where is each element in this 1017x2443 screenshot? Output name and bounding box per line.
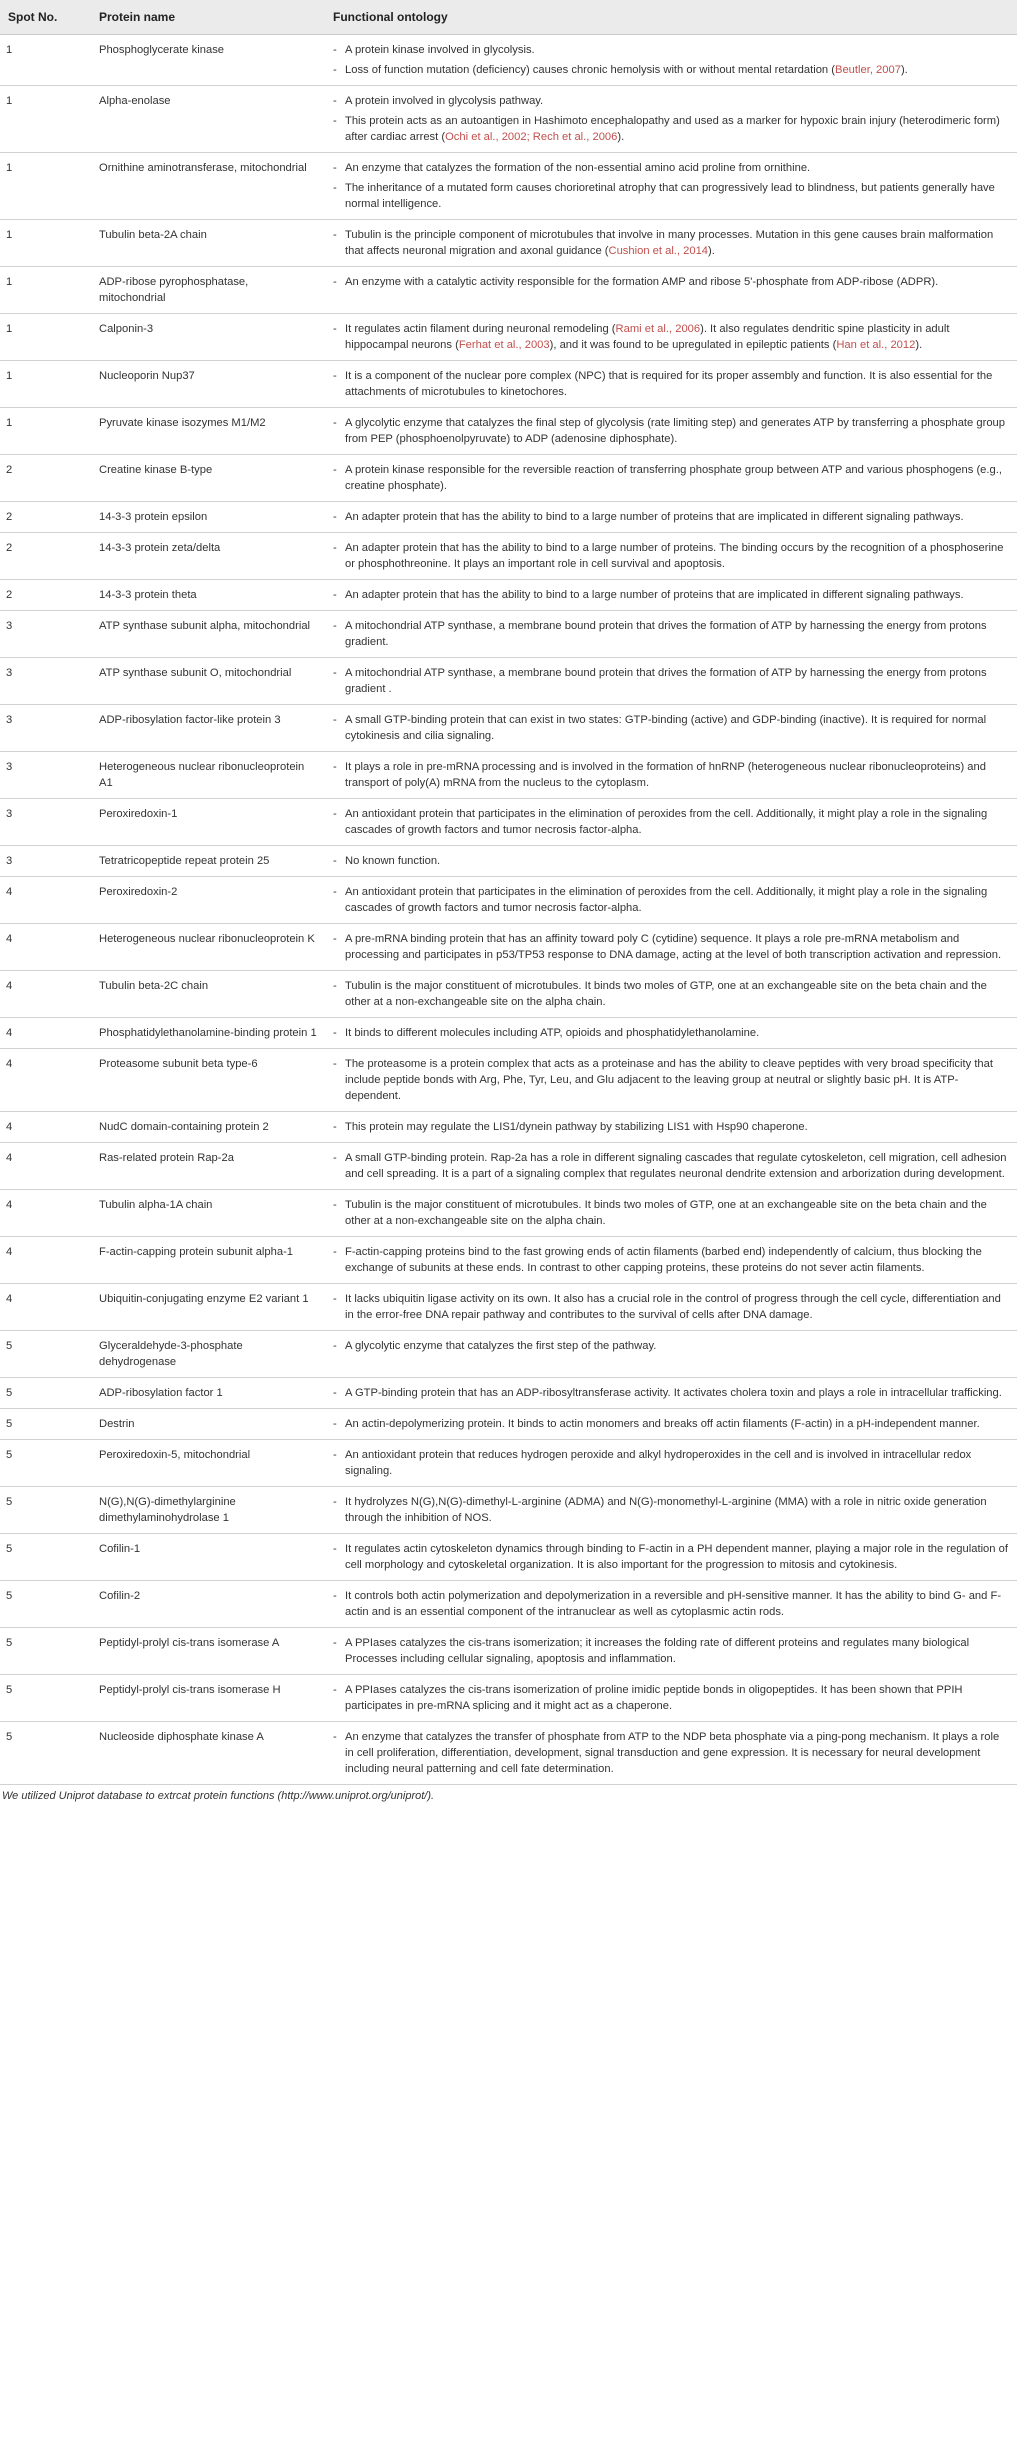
function-text: A PPIases catalyzes the cis-trans isomerization; it increases the folding rate of different proteins and regulates many biological Processes including cellular signaling, apoptosis and inflammation. <box>345 1637 970 1665</box>
function-text: Tubulin is the principle component of microtubules that involve in many processes. Mutation in this gene causes brain malformation that affects neuronal migration and axonal guidance ( <box>345 229 994 257</box>
function-text: It lacks ubiquitin ligase activity on its own. It also has a crucial role in the control of progress through the cell cycle, differentiation and in the error-free DNA repair pathway and contributes to the survival of cells after DNA damage. <box>345 1293 1001 1321</box>
spot-number-cell: 1 <box>0 35 91 86</box>
protein-name-cell: Tubulin beta-2A chain <box>91 220 325 267</box>
function-text: Loss of function mutation (deficiency) causes chronic hemolysis with or without mental retardation ( <box>345 64 835 76</box>
function-list <box>333 665 1009 697</box>
function-list <box>333 1338 1009 1354</box>
table-row <box>0 1440 1017 1487</box>
protein-name-cell: Ornithine aminotransferase, mitochondrial <box>91 153 325 220</box>
function-text: It binds to different molecules including ATP, opioids and phosphatidylethanolamine. <box>345 1027 760 1039</box>
spot-number-cell: 4 <box>0 877 91 924</box>
spot-number-cell: 1 <box>0 86 91 153</box>
protein-name-cell: 14-3-3 protein zeta/delta <box>91 533 325 580</box>
function-item <box>333 1682 1009 1714</box>
protein-name-cell: Alpha-enolase <box>91 86 325 153</box>
functional-ontology-cell <box>325 533 1017 580</box>
protein-name-cell: NudC domain-containing protein 2 <box>91 1112 325 1143</box>
function-list <box>333 884 1009 916</box>
table-row <box>0 1675 1017 1722</box>
function-text: An adapter protein that has the ability to bind to a large number of proteins that are implicated in different signaling pathways. <box>345 511 964 523</box>
function-list <box>333 1447 1009 1479</box>
function-item <box>333 1197 1009 1229</box>
function-list <box>333 978 1009 1010</box>
function-text: It hydrolyzes N(G),N(G)-dimethyl-L-arginine (ADMA) and N(G)-monomethyl-L-arginine (MMA) with a role in nitric oxide generation through the inhibition of NOS. <box>345 1496 987 1524</box>
citation-link[interactable]: Rami et al., 2006 <box>615 323 701 335</box>
function-list <box>333 1385 1009 1401</box>
function-text: ). <box>915 339 923 351</box>
function-list <box>333 1119 1009 1135</box>
function-list <box>333 1416 1009 1432</box>
function-item <box>333 321 1009 353</box>
header-row <box>0 0 1017 35</box>
function-list <box>333 587 1009 603</box>
table-header <box>0 0 1017 35</box>
functional-ontology-cell <box>325 86 1017 153</box>
table-row <box>0 1534 1017 1581</box>
function-item <box>333 42 1009 58</box>
function-text: An enzyme that catalyzes the transfer of phosphate from ATP to the NDP beta phosphate via a ping-pong mechanism. It plays a role in cell proliferation, differentiation, development, signal transduction and gene expression. It is necessary for neural development including neural patterning and cell fate determination. <box>345 1731 1000 1775</box>
functional-ontology-cell <box>325 314 1017 361</box>
spot-number-cell: 1 <box>0 220 91 267</box>
spot-number-cell: 3 <box>0 846 91 877</box>
function-item <box>333 1729 1009 1777</box>
function-item <box>333 62 1009 78</box>
function-item <box>333 180 1009 212</box>
protein-name-cell: Tetratricopeptide repeat protein 25 <box>91 846 325 877</box>
functional-ontology-cell <box>325 1440 1017 1487</box>
spot-number-cell: 1 <box>0 361 91 408</box>
function-text: An adapter protein that has the ability to bind to a large number of proteins that are implicated in different signaling pathways. <box>345 589 964 601</box>
spot-number-cell: 1 <box>0 408 91 455</box>
functional-ontology-cell <box>325 1331 1017 1378</box>
protein-name-cell: Tubulin beta-2C chain <box>91 971 325 1018</box>
table-row <box>0 1628 1017 1675</box>
function-list <box>333 160 1009 212</box>
function-text: ). <box>617 131 625 143</box>
spot-number-cell: 5 <box>0 1675 91 1722</box>
function-text: This protein acts as an autoantigen in Hashimoto encephalopathy and used as a marker for hypoxic brain injury (heterodimeric form) after cardiac arrest ( <box>345 115 1000 143</box>
protein-name-cell: Peptidyl-prolyl cis-trans isomerase A <box>91 1628 325 1675</box>
spot-number-cell: 3 <box>0 799 91 846</box>
function-item <box>333 509 1009 525</box>
function-list <box>333 1244 1009 1276</box>
spot-number-cell: 1 <box>0 314 91 361</box>
table-row <box>0 361 1017 408</box>
functional-ontology-cell <box>325 752 1017 799</box>
spot-number-cell: 2 <box>0 533 91 580</box>
protein-name-cell: Destrin <box>91 1409 325 1440</box>
protein-name-cell: Glyceraldehyde-3-phosphate dehydrogenase <box>91 1331 325 1378</box>
protein-name-cell: N(G),N(G)-dimethylarginine dimethylaminohydrolase 1 <box>91 1487 325 1534</box>
function-item <box>333 806 1009 838</box>
function-item <box>333 368 1009 400</box>
protein-name-cell: Nucleoside diphosphate kinase A <box>91 1722 325 1785</box>
protein-name-cell: Cofilin-1 <box>91 1534 325 1581</box>
table-footnote: We utilized Uniprot database to extrcat protein functions (http://www.uniprot.org/uniprot/). <box>2 1790 435 1802</box>
table-row <box>0 1722 1017 1785</box>
function-text: It plays a role in pre-mRNA processing and is involved in the formation of hnRNP (heterogeneous nuclear ribonucleoproteins) and transport of poly(A) mRNA from the nucleus to the cytoplasm. <box>345 761 986 789</box>
protein-name-cell: Peptidyl-prolyl cis-trans isomerase H <box>91 1675 325 1722</box>
spot-number-cell: 4 <box>0 924 91 971</box>
function-text: An adapter protein that has the ability to bind to a large number of proteins. The binding occurs by the recognition of a phosphoserine or phosphothreonine. It plays an important role in cell survival and apoptosis. <box>345 542 1004 570</box>
spot-number-cell: 5 <box>0 1378 91 1409</box>
spot-number-cell: 5 <box>0 1722 91 1785</box>
spot-number-cell: 4 <box>0 1112 91 1143</box>
header-spot-no: Spot No. <box>0 0 91 35</box>
function-text: An antioxidant protein that participates in the elimination of peroxides from the cell. Additionally, it might play a role in the signaling cascades of growth factors and tumor necrosis factor-alpha. <box>345 886 988 914</box>
function-item <box>333 884 1009 916</box>
function-text: The proteasome is a protein complex that acts as a proteinase and has the ability to cleave peptides with very broad specificity that include peptide bonds with Arg, Phe, Tyr, Leu, and Glu adjacent to the leaving group at neutral or slightly basic pH. It is ATP-dependent. <box>345 1058 993 1102</box>
function-text: A protein involved in glycolysis pathway. <box>345 95 544 107</box>
protein-name-cell: Creatine kinase B-type <box>91 455 325 502</box>
function-text: ). <box>708 245 715 257</box>
table-row <box>0 971 1017 1018</box>
table-row <box>0 1284 1017 1331</box>
functional-ontology-cell <box>325 1534 1017 1581</box>
function-list <box>333 759 1009 791</box>
function-list <box>333 1588 1009 1620</box>
header-functional-ontology: Functional ontology <box>325 0 1017 35</box>
function-text: ), and it was found to be upregulated in epileptic patients ( <box>549 339 837 351</box>
protein-name-cell: Heterogeneous nuclear ribonucleoprotein A1 <box>91 752 325 799</box>
function-item <box>333 1056 1009 1104</box>
table-row <box>0 1378 1017 1409</box>
function-item <box>333 712 1009 744</box>
function-text: The inheritance of a mutated form causes chorioretinal atrophy that can progressively lead to blindness, but patients generally have normal intelligence. <box>345 182 995 210</box>
protein-name-cell: 14-3-3 protein theta <box>91 580 325 611</box>
spot-number-cell: 2 <box>0 455 91 502</box>
protein-name-cell: Ras-related protein Rap-2a <box>91 1143 325 1190</box>
function-item <box>333 931 1009 963</box>
functional-ontology-cell <box>325 1581 1017 1628</box>
table-row <box>0 846 1017 877</box>
protein-name-cell: Cofilin-2 <box>91 1581 325 1628</box>
function-text: A small GTP-binding protein. Rap-2a has a role in different signaling cascades that regulate cytoskeleton, cell migration, cell adhesion and cell spreading. It is a part of a signaling complex that regulates neuronal dendrite extension and arborization during development. <box>345 1152 1007 1180</box>
functional-ontology-cell <box>325 971 1017 1018</box>
spot-number-cell: 5 <box>0 1331 91 1378</box>
function-item <box>333 1244 1009 1276</box>
function-list <box>333 1197 1009 1229</box>
spot-number-cell: 3 <box>0 705 91 752</box>
functional-ontology-cell <box>325 455 1017 502</box>
function-list <box>333 1056 1009 1104</box>
protein-name-cell: F-actin-capping protein subunit alpha-1 <box>91 1237 325 1284</box>
function-item <box>333 1150 1009 1182</box>
function-item <box>333 160 1009 176</box>
protein-name-cell: ATP synthase subunit alpha, mitochondrial <box>91 611 325 658</box>
table-row <box>0 86 1017 153</box>
table-row <box>0 924 1017 971</box>
function-list <box>333 712 1009 744</box>
functional-ontology-cell <box>325 799 1017 846</box>
function-list <box>333 321 1009 353</box>
function-item <box>333 227 1009 259</box>
function-text: F-actin-capping proteins bind to the fast growing ends of actin filaments (barbed end) independently of calcium, thus blocking the exchange of subunits at these ends. In contrast to other capping proteins, these proteins do not sever actin filaments. <box>345 1246 982 1274</box>
function-item <box>333 1291 1009 1323</box>
functional-ontology-cell <box>325 877 1017 924</box>
functional-ontology-cell <box>325 580 1017 611</box>
function-list <box>333 227 1009 259</box>
function-text: A mitochondrial ATP synthase, a membrane bound protein that drives the formation of ATP by harnessing the energy from protons gradient . <box>345 667 987 695</box>
function-text: This protein may regulate the LIS1/dynein pathway by stabilizing LIS1 with Hsp90 chaperone. <box>345 1121 808 1133</box>
functional-ontology-cell <box>325 1628 1017 1675</box>
spot-number-cell: 5 <box>0 1487 91 1534</box>
function-list <box>333 1635 1009 1667</box>
functional-ontology-cell <box>325 924 1017 971</box>
protein-name-cell: Peroxiredoxin-1 <box>91 799 325 846</box>
functional-ontology-cell <box>325 1378 1017 1409</box>
function-text: A GTP-binding protein that has an ADP-ribosyltransferase activity. It activates cholera toxin and plays a role in intracellular trafficking. <box>345 1387 1002 1399</box>
function-list <box>333 462 1009 494</box>
protein-name-cell: Tubulin alpha-1A chain <box>91 1190 325 1237</box>
spot-number-cell: 4 <box>0 1237 91 1284</box>
function-text: It regulates actin cytoskeleton dynamics through binding to F-actin in a PH dependent manner, playing a major role in the regulation of cell morphology and cytoskeletal organization. It is also important for the progression to mitosis and cytokinesis. <box>345 1543 1008 1571</box>
function-list <box>333 368 1009 400</box>
function-list <box>333 1025 1009 1041</box>
table-row <box>0 1018 1017 1049</box>
function-text: Tubulin is the major constituent of microtubules. It binds two moles of GTP, one at an exchangeable site on the beta chain and the other at a non-exchangeable site on the alpha chain. <box>345 980 987 1008</box>
functional-ontology-cell <box>325 611 1017 658</box>
table-row <box>0 1581 1017 1628</box>
spot-number-cell: 4 <box>0 1190 91 1237</box>
functional-ontology-cell <box>325 1143 1017 1190</box>
table-row <box>0 580 1017 611</box>
function-item <box>333 462 1009 494</box>
function-list <box>333 1729 1009 1777</box>
table-row <box>0 1237 1017 1284</box>
function-list <box>333 806 1009 838</box>
functional-ontology-cell <box>325 502 1017 533</box>
spot-number-cell: 1 <box>0 267 91 314</box>
spot-number-cell: 4 <box>0 1049 91 1112</box>
function-text: ). It also regulates dendritic spine plasticity in adult hippocampal neurons ( <box>345 323 950 351</box>
spot-number-cell: 3 <box>0 658 91 705</box>
function-item <box>333 415 1009 447</box>
function-list <box>333 415 1009 447</box>
functional-ontology-cell <box>325 1675 1017 1722</box>
protein-name-cell: Pyruvate kinase isozymes M1/M2 <box>91 408 325 455</box>
protein-name-cell: Ubiquitin-conjugating enzyme E2 variant 1 <box>91 1284 325 1331</box>
function-item <box>333 665 1009 697</box>
functional-ontology-cell <box>325 1112 1017 1143</box>
function-text: An antioxidant protein that reduces hydrogen peroxide and alkyl hydroperoxides in the cell and is involved in intracellular redox signaling. <box>345 1449 972 1477</box>
protein-name-cell: Phosphoglycerate kinase <box>91 35 325 86</box>
table-row <box>0 752 1017 799</box>
table-row <box>0 1049 1017 1112</box>
function-item <box>333 618 1009 650</box>
function-item <box>333 1541 1009 1573</box>
table-row <box>0 533 1017 580</box>
function-item <box>333 1338 1009 1354</box>
spot-number-cell: 3 <box>0 611 91 658</box>
function-list <box>333 509 1009 525</box>
function-list <box>333 618 1009 650</box>
protein-name-cell: Proteasome subunit beta type-6 <box>91 1049 325 1112</box>
functional-ontology-cell <box>325 1409 1017 1440</box>
function-text: It is a component of the nuclear pore complex (NPC) that is required for its proper assembly and function. It is also essential for the attachments of microtubules to kinetochores. <box>345 370 993 398</box>
spot-number-cell: 4 <box>0 971 91 1018</box>
functional-ontology-cell <box>325 153 1017 220</box>
table-body <box>0 35 1017 1785</box>
protein-name-cell: Phosphatidylethanolamine-binding protein 1 <box>91 1018 325 1049</box>
spot-number-cell: 5 <box>0 1440 91 1487</box>
function-item <box>333 1447 1009 1479</box>
functional-ontology-cell <box>325 1722 1017 1785</box>
spot-number-cell: 4 <box>0 1284 91 1331</box>
spot-number-cell: 2 <box>0 580 91 611</box>
spot-number-cell: 5 <box>0 1581 91 1628</box>
functional-ontology-cell <box>325 658 1017 705</box>
function-list <box>333 1494 1009 1526</box>
function-text: It controls both actin polymerization and depolymerization in a reversible and pH-sensitive manner. It has the ability to bind G- and F-actin and is an essential component of the intranuclear as well as cytoplasmic actin rods. <box>345 1590 1002 1618</box>
functional-ontology-cell <box>325 1237 1017 1284</box>
function-list <box>333 1291 1009 1323</box>
protein-name-cell: Heterogeneous nuclear ribonucleoprotein K <box>91 924 325 971</box>
protein-name-cell: ATP synthase subunit O, mitochondrial <box>91 658 325 705</box>
function-item <box>333 540 1009 572</box>
function-text: ). <box>900 64 908 76</box>
spot-number-cell: 3 <box>0 752 91 799</box>
spot-number-cell: 5 <box>0 1628 91 1675</box>
functional-ontology-cell <box>325 361 1017 408</box>
table-row <box>0 35 1017 86</box>
table-row <box>0 1331 1017 1378</box>
citation-link[interactable]: Cushion et al., 2014 <box>608 245 709 257</box>
function-item <box>333 978 1009 1010</box>
function-list <box>333 931 1009 963</box>
functional-ontology-cell <box>325 267 1017 314</box>
protein-name-cell: 14-3-3 protein epsilon <box>91 502 325 533</box>
table-row <box>0 153 1017 220</box>
function-list <box>333 1541 1009 1573</box>
table-row <box>0 502 1017 533</box>
function-list <box>333 853 1009 869</box>
spot-number-cell: 4 <box>0 1143 91 1190</box>
function-item <box>333 853 1009 869</box>
function-text: A small GTP-binding protein that can exist in two states: GTP-binding (active) and GDP-binding (inactive). It is required for normal cytokinesis and cilia signaling. <box>345 714 987 742</box>
functional-ontology-cell <box>325 846 1017 877</box>
functional-ontology-cell <box>325 705 1017 752</box>
function-text: No known function. <box>345 855 441 867</box>
function-item <box>333 1494 1009 1526</box>
function-list <box>333 274 1009 290</box>
function-item <box>333 93 1009 109</box>
table-row <box>0 877 1017 924</box>
function-item <box>333 1588 1009 1620</box>
table-row <box>0 1143 1017 1190</box>
table-row <box>0 799 1017 846</box>
function-text: An antioxidant protein that participates in the elimination of peroxides from the cell. Additionally, it might play a role in the signaling cascades of growth factors and tumor necrosis factor-alpha. <box>345 808 988 836</box>
spot-number-cell: 5 <box>0 1409 91 1440</box>
table-row <box>0 408 1017 455</box>
protein-name-cell: Peroxiredoxin-5, mitochondrial <box>91 1440 325 1487</box>
function-text: A protein kinase responsible for the reversible reaction of transferring phosphate group between ATP and various phosphogens (e.g., creatine phosphate). <box>345 464 1002 492</box>
citation-link[interactable]: Beutler, 2007 <box>835 64 901 76</box>
protein-name-cell: ADP-ribose pyrophosphatase, mitochondrial <box>91 267 325 314</box>
table-row <box>0 1487 1017 1534</box>
function-text: A pre-mRNA binding protein that has an affinity toward poly C (cytidine) sequence. It plays a role pre-mRNA metabolism and processing and participates in p53/TP53 response to DNA damage, acting at the level of both transcription activation and repression. <box>345 933 1002 961</box>
function-item <box>333 274 1009 290</box>
spot-number-cell: 1 <box>0 153 91 220</box>
function-item <box>333 1635 1009 1667</box>
function-text: A glycolytic enzyme that catalyzes the first step of the pathway. <box>345 1340 657 1352</box>
function-item <box>333 1385 1009 1401</box>
table-row <box>0 1112 1017 1143</box>
function-list <box>333 93 1009 145</box>
functional-ontology-cell <box>325 1487 1017 1534</box>
functional-ontology-cell <box>325 1018 1017 1049</box>
function-text: Tubulin is the major constituent of microtubules. It binds two moles of GTP, one at an exchangeable site on the beta chain and the other at a non-exchangeable site on the alpha chain. <box>345 1199 987 1227</box>
table-row <box>0 705 1017 752</box>
protein-name-cell: ADP-ribosylation factor 1 <box>91 1378 325 1409</box>
spot-number-cell: 2 <box>0 502 91 533</box>
function-text: A PPIases catalyzes the cis-trans isomerization of proline imidic peptide bonds in oligopeptides. It has been shown that PPIH participates in pre-mRNA splicing and it might act as a chaperone. <box>345 1684 963 1712</box>
table-row <box>0 1190 1017 1237</box>
protein-name-cell: Peroxiredoxin-2 <box>91 877 325 924</box>
spot-number-cell: 4 <box>0 1018 91 1049</box>
table-row <box>0 314 1017 361</box>
header-protein-name: Protein name <box>91 0 325 35</box>
function-list <box>333 1150 1009 1182</box>
functional-ontology-cell <box>325 408 1017 455</box>
table-row <box>0 267 1017 314</box>
citation-link[interactable]: Han et al., 2012 <box>836 339 916 351</box>
table-row <box>0 1409 1017 1440</box>
function-text: A mitochondrial ATP synthase, a membrane bound protein that drives the formation of ATP by harnessing the energy from protons gradient. <box>345 620 987 648</box>
protein-name-cell: Nucleoporin Nup37 <box>91 361 325 408</box>
table-row <box>0 220 1017 267</box>
function-list <box>333 42 1009 78</box>
function-item <box>333 759 1009 791</box>
function-item <box>333 113 1009 145</box>
function-text: An enzyme with a catalytic activity responsible for the formation AMP and ribose 5'-phosphate from ADP-ribose (ADPR). <box>345 276 939 288</box>
function-text: An enzyme that catalyzes the formation of the non-essential amino acid proline from ornithine. <box>345 162 811 174</box>
protein-name-cell: ADP-ribosylation factor-like protein 3 <box>91 705 325 752</box>
function-list <box>333 1682 1009 1714</box>
function-item <box>333 1416 1009 1432</box>
functional-ontology-cell <box>325 1049 1017 1112</box>
protein-name-cell: Calponin-3 <box>91 314 325 361</box>
function-text: A protein kinase involved in glycolysis. <box>345 44 535 56</box>
table-row <box>0 611 1017 658</box>
function-item <box>333 1025 1009 1041</box>
function-text: An actin-depolymerizing protein. It binds to actin monomers and breaks off actin filaments (F-actin) in a pH-independent manner. <box>345 1418 980 1430</box>
function-text: It regulates actin filament during neuronal remodeling ( <box>345 323 616 335</box>
table-row <box>0 658 1017 705</box>
functional-ontology-cell <box>325 220 1017 267</box>
citation-link[interactable]: Ferhat et al., 2003 <box>458 339 550 351</box>
functional-ontology-cell <box>325 1284 1017 1331</box>
function-text: A glycolytic enzyme that catalyzes the final step of glycolysis (rate limiting step) and generates ATP by transferring a phosphate group from PEP (phosphoenolpyruvate) to ADP (adenosine diphosphate). <box>345 417 1005 445</box>
functional-ontology-cell <box>325 35 1017 86</box>
citation-link[interactable]: Ochi et al., 2002; Rech et al., 2006 <box>445 131 618 143</box>
function-list <box>333 540 1009 572</box>
function-item <box>333 1119 1009 1135</box>
table-row <box>0 455 1017 502</box>
function-item <box>333 587 1009 603</box>
spot-number-cell: 5 <box>0 1534 91 1581</box>
functional-ontology-cell <box>325 1190 1017 1237</box>
